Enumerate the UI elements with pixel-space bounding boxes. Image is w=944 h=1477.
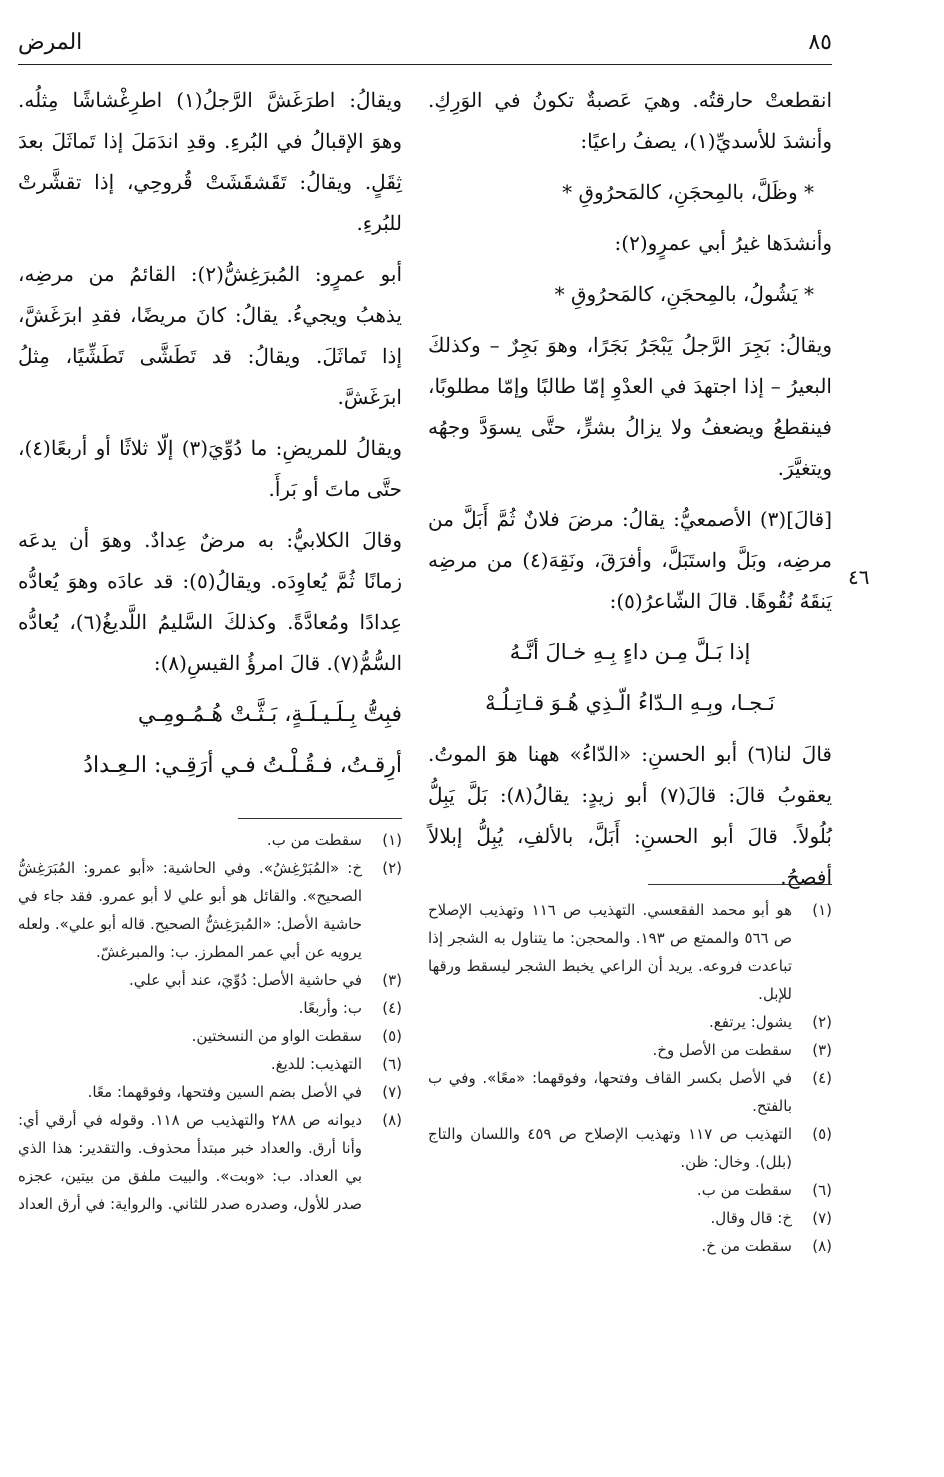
footnote-text: هو أبو محمد الفقعسي. التهذيب ص ١١٦ وتهذيب الإصلاح ص ٥٦٦ والممتع ص ١٩٣. والمحجن: ما يتناول به الشجر إذا تباعدت فروعه. يريد أن الراعي يخبط الشجر ليسقط ورقها للإبل. [428, 901, 792, 1003]
page-number: ٨٥ [808, 30, 832, 55]
footnote-text: خ: قال وقال. [710, 1209, 792, 1227]
footnote [18, 1050, 402, 1078]
footnotes-right [428, 896, 832, 1260]
footnote [428, 1008, 832, 1036]
header-rule [18, 64, 832, 65]
footnote-rule [648, 884, 832, 885]
footnote-text: سقطت من خ. [701, 1237, 792, 1255]
footnote-rule [238, 818, 402, 819]
footnote [428, 1176, 832, 1204]
couplet-line-2: أرِقـتُ، فـقُـلْـتُ فـي أرَقِـي: الـعِـدادُ [83, 753, 402, 778]
footnote [428, 896, 832, 1008]
footnote-number: (٢) [382, 859, 402, 877]
verse-line: * يَشُولُ، بالمِحجَنِ، كالمَحرُوقِ * [554, 282, 814, 306]
footnote-text: سقطت الواو من النسختين. [191, 1027, 362, 1045]
footnote [18, 1078, 402, 1106]
footnote-text: ديوانه ص ٢٨٨ والتهذيب ص ١١٨. وقوله في أرقي أي: وأنا أرق. والعداد خبر مبتدأ محذوف. والتقدير: هذا الذي بي العداد. ب: «وبت». والبيت ملفق من بيتين، عجزه صدر للأول، وصدره صدر للثاني. والرواية: في أرق العداد [18, 1111, 362, 1213]
footnote-text: في الأصل بضم السين وفتحها، وفوقهما: معًا. [87, 1083, 362, 1101]
footnote [428, 1232, 832, 1260]
footnote [18, 1106, 402, 1218]
footnote-number: (٧) [382, 1083, 402, 1101]
footnote-text: خ: «المُبَرْغِشُ». وفي الحاشية: «أبو عمرو: المُبَرَغِشُّ الصحيح». والقائل هو أبو علي لا أبو عمرو. فقد جاء في حاشية الأصل: «المُبرَغِشُّ الصحيح. قاله أبو علي». ولعله يرويه عن أبي عمر المطرز. ب: والمبرغشّ. [18, 859, 362, 961]
footnote-number: (٢) [812, 1013, 832, 1031]
footnote-text: سقطت من ب. [266, 831, 362, 849]
footnote [428, 1120, 832, 1176]
footnote-number: (١) [382, 831, 402, 849]
left-column [18, 80, 402, 796]
footnote-text: التهذيب: للديغ. [270, 1055, 362, 1073]
footnote [428, 1064, 832, 1120]
verse-line: * وظَلَّ، بالمِحجَنِ، كالمَحرُوقِ * [562, 180, 814, 204]
footnote [18, 826, 402, 854]
couplet-line-1: فبِتُّ بِـلَـيـلَـةٍ، بَـثَّـتْ هُـمُـومِـي [137, 702, 402, 727]
paragraph: ويقالُ: بَجِرَ الرَّجلُ يَبْجَرُ بَجَرًا، وهوَ بَجِرٌ – وكذلكَ البعيرُ – إذا اجتهدَ في العدْوِ إمّا طالبًا وإمّا مطلوبًا، فينقطعُ ويضعفُ ولا يزالُ بشرٍّ، حتَّى يسوَدَّ وجهُه ويتغيَّرَ. [428, 333, 832, 480]
footnote-number: (٦) [812, 1181, 832, 1199]
footnote-number: (٤) [382, 999, 402, 1017]
page-header [18, 28, 832, 62]
paragraph: ويقالُ: اطرَغَشَّ الرَّجلُ(١) اطرِغْشاشًا مِثلُه. وهوَ الإقبالُ في البُرءِ. وقدِ اندَمَلَ إذا تَماثَلَ بعدَ ثِقَلٍ. ويقالُ: تَقَشقَشَتْ قُروحِي، إذا تقشَّرتْ للبُرءِ. [18, 88, 402, 235]
paragraph: وأنشدَها غيرُ أبي عمرٍو(٢): [614, 231, 832, 255]
paragraph: [قالَ](٣) الأصمعيُّ: يقالُ: مرضَ فلانٌ ثُمَّ أَبَلَّ من مرضِه، وبَلَّ واستَبَلَّ، وأفرَقَ، ونَقِهَ(٤) من مرضِه يَنقَهُ نُقُوهًا. قالَ الشّاعرُ(٥): [428, 507, 832, 613]
footnote-number: (١) [812, 901, 832, 919]
footnote-number: (٥) [382, 1027, 402, 1045]
footnote [428, 1036, 832, 1064]
paragraph: قالَ لنا(٦) أبو الحسنِ: «الدّاءُ» ههنا هوَ الموتُ. يعقوبُ قالَ: قالَ(٧) أبو زيدٍ: يقالُ(٨): بَلَّ يَبِلُّ بُلُولاً. قالَ أبو الحسنِ: أَبَلَّ، بالألفِ، يُبِلُّ إبلالاً أفصحُ. [428, 742, 833, 889]
footnote-number: (٤) [812, 1069, 832, 1087]
footnote [428, 1204, 832, 1232]
footnote-text: ب: وأربعًا. [298, 999, 362, 1017]
couplet-line-1: إذا بَـلَّ مِـن داءٍ بِـهِ خـالَ أنَّـهُ [509, 640, 751, 664]
paragraph: ويقالُ للمريضِ: ما دُوِّيَ(٣) إلّا ثلاثًا أو أربعًا(٤)، حتَّى ماتَ أو بَرأَ. [18, 436, 402, 501]
footnote-text: يشول: يرتفع. [709, 1013, 792, 1031]
right-column [428, 80, 832, 908]
paragraph: أبو عمرٍو: المُبرَغِشُّ(٢): القائمُ من مرضِه، يذهبُ ويجيءُ. يقالُ: كانَ مريضًا، فقدِ ابرَغَشَّ، إذا تَماثَلَ. ويقالُ: قد تَطَشَّى تَطَشِّيًا، مِثلُ ابرَغَشَّ. [18, 262, 402, 409]
chapter-title: المرض [18, 30, 83, 55]
footnote-number: (٣) [812, 1041, 832, 1059]
footnote [18, 994, 402, 1022]
footnote-number: (٧) [812, 1209, 832, 1227]
footnote-number: (٨) [812, 1237, 832, 1255]
footnotes-left [18, 826, 402, 1218]
footnote-text: سقطت من الأصل وخ. [652, 1041, 792, 1059]
footnote-text: سقطت من ب. [696, 1181, 792, 1199]
footnote-number: (٣) [382, 971, 402, 989]
footnote-number: (٨) [382, 1111, 402, 1129]
footnote-text: في حاشية الأصل: دُوِّيَ، عند أبي علي. [128, 971, 362, 989]
paragraph: وقالَ الكلابيُّ: به مرضٌ عِدادٌ. وهوَ أن يدعَه زمانًا ثُمَّ يُعاوِدَه. ويقالُ(٥): قد عادَه وهوَ يُعادُّه عِدادًا ومُعادَّةً. وكذلكَ السَّليمُ اللَّديغُ(٦)، يُعادُّه السُّمُّ(٧). قالَ امرؤُ القيسِ(٨): [18, 528, 402, 675]
footnote-text: التهذيب ص ١١٧ وتهذيب الإصلاح ص ٤٥٩ واللسان والتاج (بلل). وخال: ظن. [428, 1125, 792, 1171]
footnote [18, 854, 402, 966]
couplet-line-2: نَـجـا، وبِـهِ الـدّاءُ الّـذِي هُـوَ قـاتِـلُـهْ [485, 691, 775, 715]
footnote [18, 966, 402, 994]
margin-number: ٤٦ [848, 565, 870, 589]
footnote-number: (٥) [812, 1125, 832, 1143]
paragraph: انقطعتْ حارقتُه. وهيَ عَصبةٌ تكونُ في الوَرِكِ. وأنشدَ للأسديِّ(١)، يصفُ راعيًا: [428, 88, 832, 153]
footnote [18, 1022, 402, 1050]
footnote-number: (٦) [382, 1055, 402, 1073]
footnote-text: في الأصل بكسر القاف وفتحها، وفوقهما: «معًا». وفي ب بالفتح. [428, 1069, 792, 1115]
